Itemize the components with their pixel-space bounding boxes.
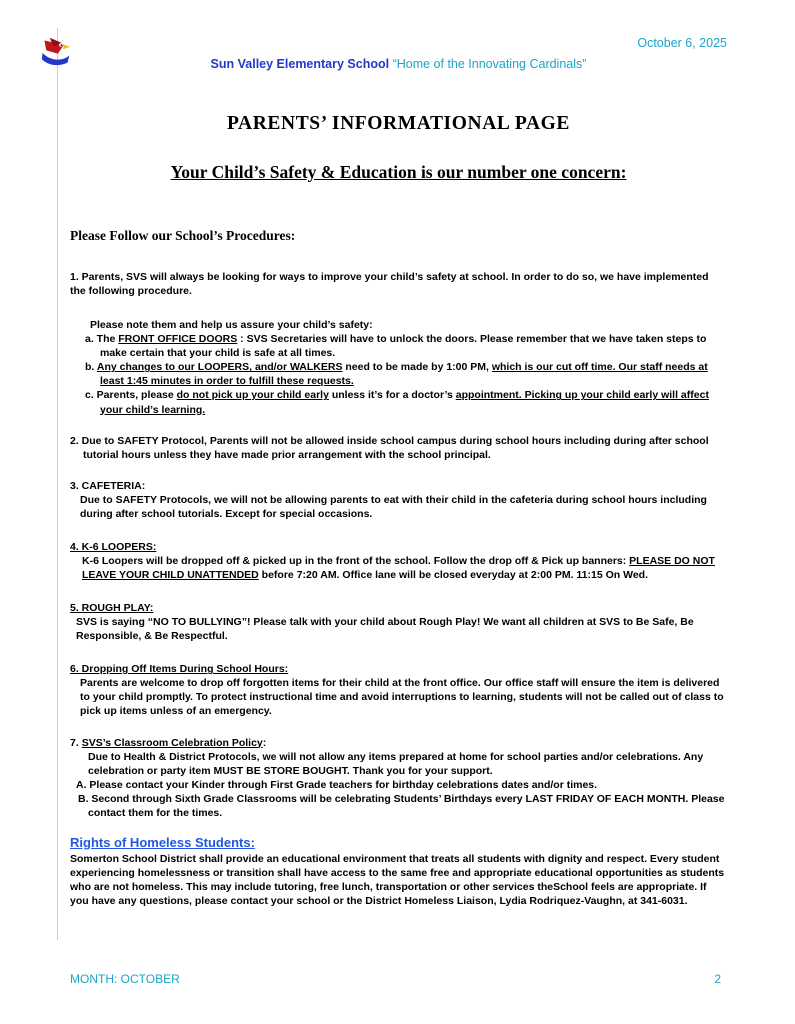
cafeteria-body: Due to SAFETY Protocols, we will not be allowing parents to eat with their child in the cafeteria during school hours including during after school tutorials. Except for special occasions. — [80, 493, 707, 520]
sub-item-a: a. The FRONT OFFICE DOORS : SVS Secretaries will have to unlock the doors. Please remember that we have taken steps to make certain that your child is safe at all times. — [85, 333, 707, 360]
procedure-item-2: 2. Due to SAFETY Protocol, Parents will not be allowed inside school campus during school hours including during after school tutorial hours unless they have made prior arrangement with the school principal. — [70, 434, 709, 461]
dropping-off-heading: 6. Dropping Off Items During School Hours: — [70, 663, 289, 676]
procedure-item-4 — [70, 540, 727, 582]
procedure-item-6 — [70, 662, 727, 718]
school-logo-cardinal-icon — [38, 36, 74, 68]
procedure-item-3 — [70, 479, 727, 521]
procedure-item-5 — [70, 601, 727, 643]
celebration-policy-b: B. Second through Sixth Grade Classrooms will be celebrating Students’ Birthdays every LAST FRIDAY OF EACH MONTH. Please contact them for the times. — [78, 792, 725, 819]
sub-items — [85, 332, 727, 416]
celebration-policy-body: Due to Health & District Protocols, we will not allow any items prepared at home for school parties and/or celebrations. Any celebration or party item MUST BE STORE BOUGHT. Thank you for your support. — [88, 750, 704, 777]
procedure-item-7 — [70, 736, 727, 820]
loopers-heading: 4. K-6 LOOPERS: — [70, 540, 157, 553]
loopers-body: K-6 Loopers will be dropped off & picked up in the front of the school. Follow the drop off & Pick up banners: PLEASE DO NOT LEAVE YOUR CHILD UNATTENDED before 7:20 AM. Office lane will be closed everyday at 2:00 PM. 11:15 On Wed. — [82, 554, 715, 581]
page-title: PARENTS’ INFORMATIONAL PAGE — [226, 113, 570, 134]
school-tagline: “Home of the Innovating Cardinals” — [392, 57, 587, 71]
sub-item-b: b. Any changes to our LOOPERS, and/or WALKERS need to be made by 1:00 PM, which is our cut off time. Our staff needs at least 1:45 minutes in order to fulfill these requests. — [85, 361, 708, 388]
school-header — [70, 57, 727, 71]
page-left-border — [57, 28, 58, 940]
safety-note: Please note them and help us assure your child’s safety: — [90, 319, 373, 332]
sub-item-c: c. Parents, please do not pick up your child early unless it’s for a doctor’s appointment. Picking up your child early will affect your child’s learning. — [85, 389, 709, 416]
homeless-students-body: Somerton School District shall provide an educational environment that treats all students with dignity and respect. Every student experiencing homelessness or transition shall have access to the same free and appropriate educational opportunities as students who are not homeless. This may include tutoring, free lunch, transportation or other services theSchool feels are appropriate. If you have any questions, please contact your school or the District Homeless Liaison, Lydia Rodriquez-Vaughn, at 341-6031. — [70, 852, 725, 908]
homeless-students-heading: Rights of Homeless Students: — [70, 834, 255, 850]
footer-month-label: MONTH: OCTOBER — [70, 972, 180, 986]
school-name: Sun Valley Elementary School — [210, 57, 390, 71]
dropping-off-body: Parents are welcome to drop off forgotten items for their child at the front office. Our office staff will ensure the item is delivered to your child promptly. To protect instructional time and avoid interruptions to learning, students will not be called out of class to pick up items unless of an emergency. — [80, 677, 724, 718]
procedures-heading: Please Follow our School’s Procedures: — [70, 228, 296, 243]
cafeteria-heading: 3. CAFETERIA: — [70, 479, 146, 492]
rough-play-heading: 5. ROUGH PLAY: — [70, 602, 154, 615]
document-date: October 6, 2025 — [637, 36, 727, 50]
homeless-students-section — [70, 835, 727, 908]
page-content — [70, 0, 727, 908]
procedure-item-1: 1. Parents, SVS will always be looking for ways to improve your child’s safety at school. In order to do so, we have implemented the following procedure. — [70, 271, 709, 298]
celebration-policy-a: A. Please contact your Kinder through First Grade teachers for birthday celebrations dates and/or times. — [76, 778, 598, 791]
page-subtitle: Your Child’s Safety & Education is our number one concern: — [170, 162, 627, 182]
celebration-policy-heading: 7. SVS’s Classroom Celebration Policy: — [70, 736, 267, 749]
footer-page-number: 2 — [714, 972, 721, 986]
rough-play-body: SVS is saying “NO TO BULLYING”! Please talk with your child about Rough Play! We want all children at SVS to Be Safe, Be Responsible, & Be Respectful. — [76, 616, 694, 643]
